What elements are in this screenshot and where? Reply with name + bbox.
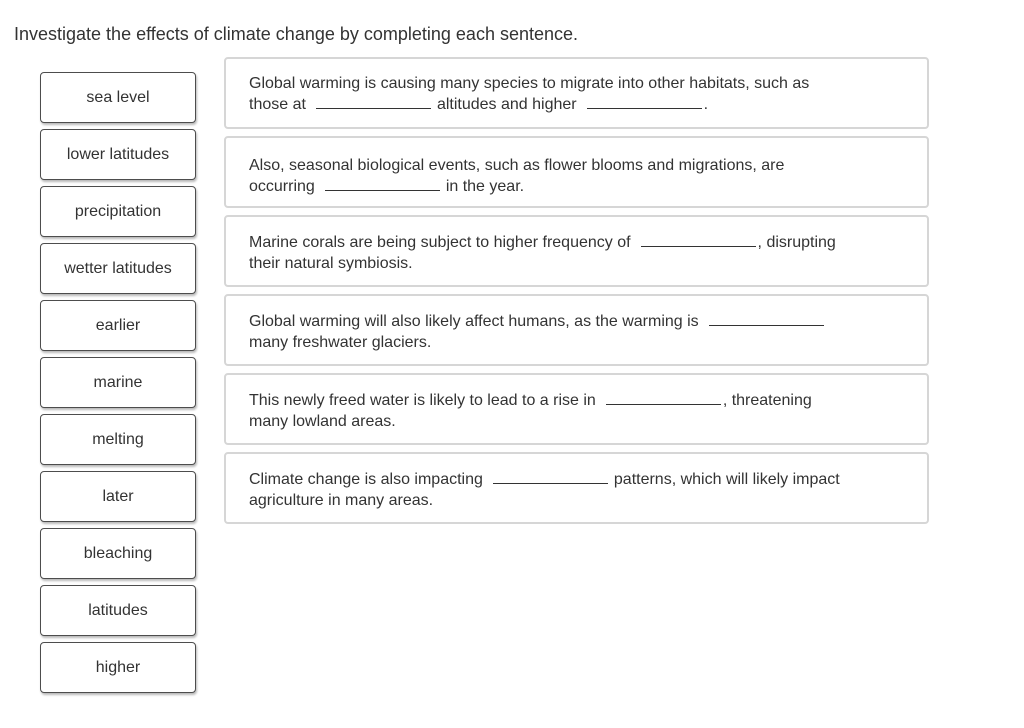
- word-chip-higher[interactable]: [40, 642, 196, 693]
- sentence-box-5: [224, 373, 929, 445]
- word-chip-label: latitudes: [88, 601, 148, 619]
- sentence-line: [249, 332, 907, 353]
- sentence-text: Marine corals are being subject to higher frequency of: [249, 234, 631, 251]
- word-chip-latitudes[interactable]: [40, 585, 196, 636]
- drop-blank-1b[interactable]: [587, 94, 702, 109]
- sentence-line: [249, 253, 907, 274]
- sentence-text: , disrupting: [757, 234, 836, 251]
- sentence-line: [249, 469, 907, 490]
- sentence-box-6: [224, 452, 929, 524]
- instructions-text: Investigate the effects of climate change by completing each sentence.: [14, 24, 579, 44]
- word-chip-sea-level[interactable]: [40, 72, 196, 123]
- sentence-text: many freshwater glaciers.: [249, 334, 432, 351]
- word-chip-wetter-latitudes[interactable]: [40, 243, 196, 294]
- word-chip-later[interactable]: [40, 471, 196, 522]
- sentence-box-2: [224, 136, 929, 208]
- drop-blank-6[interactable]: [493, 469, 608, 484]
- sentence-line: [249, 411, 907, 432]
- sentence-text: This newly freed water is likely to lead to a rise in: [249, 392, 596, 409]
- drop-blank-2[interactable]: [325, 176, 440, 191]
- sentence-list: [224, 57, 929, 531]
- word-chip-label: precipitation: [74, 202, 162, 220]
- word-chip-label: melting: [92, 430, 144, 448]
- word-chip-lower-latitudes[interactable]: [40, 129, 196, 180]
- sentence-line: [249, 311, 907, 332]
- sentence-box-3: [224, 215, 929, 287]
- sentence-box-1: [224, 57, 929, 129]
- sentence-box-4: [224, 294, 929, 366]
- word-chip-label: sea level: [86, 88, 150, 106]
- drop-blank-5[interactable]: [606, 390, 721, 405]
- sentence-text: Climate change is also impacting: [249, 471, 483, 488]
- sentence-text: patterns, which will likely impact: [613, 471, 840, 488]
- sentence-text: many lowland areas.: [249, 413, 396, 430]
- sentence-line: [249, 176, 907, 197]
- sentence-text: occurring: [249, 178, 315, 195]
- word-bank: [40, 72, 196, 699]
- sentence-text: .: [703, 96, 709, 113]
- word-chip-label: marine: [93, 373, 143, 391]
- word-chip-label: wetter latitudes: [64, 259, 172, 277]
- sentence-text: , threatening: [722, 392, 812, 409]
- sentence-line: [249, 490, 907, 511]
- word-chip-marine[interactable]: [40, 357, 196, 408]
- sentence-line: [249, 94, 907, 115]
- drop-blank-4[interactable]: [709, 311, 824, 326]
- sentence-text: altitudes and higher: [436, 96, 577, 113]
- sentence-line: [249, 73, 907, 94]
- sentence-line: [249, 390, 907, 411]
- drop-blank-3[interactable]: [641, 232, 756, 247]
- sentence-text: agriculture in many areas.: [249, 492, 434, 509]
- word-chip-bleaching[interactable]: [40, 528, 196, 579]
- sentence-text: their natural symbiosis.: [249, 255, 413, 272]
- sentence-text: Global warming will also likely affect humans, as the warming is: [249, 313, 699, 330]
- word-chip-label: lower latitudes: [66, 145, 170, 163]
- word-chip-melting[interactable]: [40, 414, 196, 465]
- word-chip-earlier[interactable]: [40, 300, 196, 351]
- sentence-text: those at: [249, 96, 306, 113]
- word-chip-label: earlier: [95, 316, 141, 334]
- word-chip-label: later: [102, 487, 134, 505]
- word-chip-precipitation[interactable]: [40, 186, 196, 237]
- sentence-line: [249, 232, 907, 253]
- sentence-text: in the year.: [445, 178, 525, 195]
- sentence-text: Global warming is causing many species to migrate into other habitats, such as: [249, 75, 810, 92]
- word-chip-label: bleaching: [83, 544, 153, 562]
- sentence-text: Also, seasonal biological events, such as flower blooms and migrations, are: [249, 157, 785, 174]
- sentence-line: [249, 155, 907, 176]
- word-chip-label: higher: [95, 658, 141, 676]
- drop-blank-1a[interactable]: [316, 94, 431, 109]
